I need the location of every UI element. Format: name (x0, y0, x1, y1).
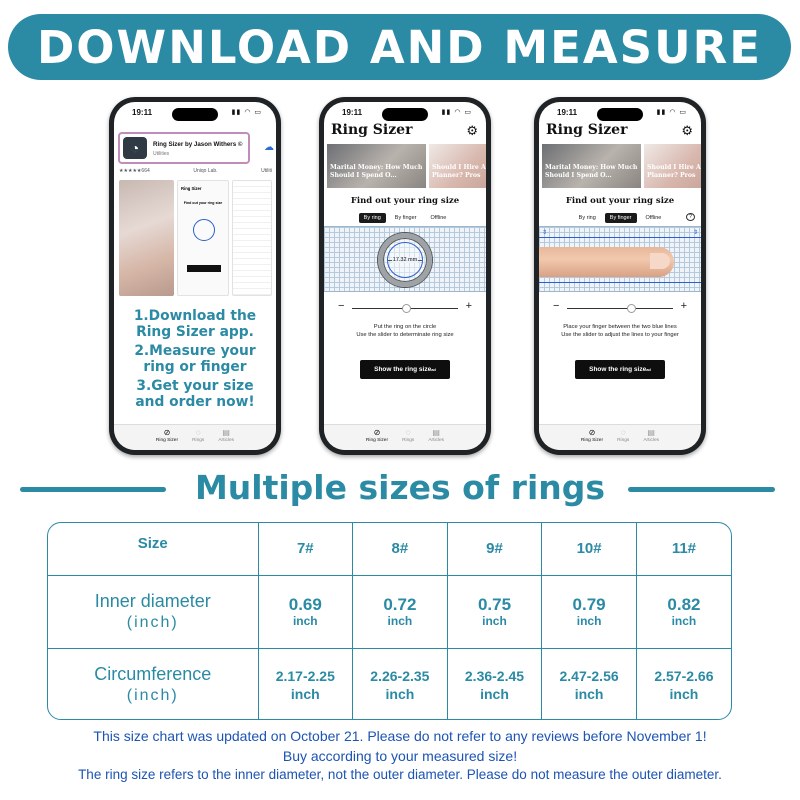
size-slider[interactable] (553, 300, 687, 313)
app-icon: ◔ (123, 137, 147, 159)
show-ring-size-button[interactable]: Show the ring size ad (575, 360, 665, 379)
finger-photo (539, 247, 674, 277)
tab-ring-sizer[interactable]: ⊘ Ring Sizer (365, 428, 389, 443)
footer-line-2: Buy according to your measured size! (282, 748, 518, 764)
ring-sizer-icon: ⊘ (588, 428, 596, 437)
tab-articles[interactable]: ▤ Articles (643, 428, 660, 443)
segment-by-ring[interactable]: By ring (359, 213, 386, 223)
circ-cell: 2.36-2.45 inch (447, 648, 542, 720)
article-card[interactable]: Should I Hire A Planner? Pros (429, 144, 486, 188)
tab-ring-sizer[interactable]: ⊘ Ring Sizer (580, 428, 604, 443)
size-cell: 10# (542, 523, 637, 575)
plus-icon[interactable]: + (680, 300, 687, 312)
preview-title: Ring Sizer (181, 186, 202, 191)
inner-cell: 0.69 inch (258, 575, 353, 648)
status-icons: ▮▮ ◠ ▭ (231, 109, 262, 116)
app-store-name: Ring Sizer by Jason Withers © (153, 141, 243, 148)
ring-sizer-icon: ⊘ (373, 428, 381, 437)
segment-by-finger[interactable]: By finger (605, 213, 637, 223)
footer-line-3: The ring size refers to the inner diameter, not the outer diameter. Please do not measure the outer diameter. (78, 767, 722, 782)
slider-track[interactable] (567, 308, 673, 309)
article-card[interactable]: Marital Money: How Much Should I Spend O... (327, 144, 426, 188)
app-store-meta (119, 168, 272, 174)
article-card[interactable]: Should I Hire A Planner? Pros (644, 144, 701, 188)
inner-diameter-label: Inner diameter (inch) (48, 575, 258, 648)
size-cell: 11# (636, 523, 731, 575)
dynamic-island (172, 108, 218, 121)
phone-app-store (109, 97, 281, 455)
table-row (48, 648, 731, 720)
ring-sizer-icon: ⊘ (163, 428, 171, 437)
circumference-label: Circumference (inch) (48, 648, 258, 720)
slider-thumb[interactable] (627, 304, 636, 313)
preview-button (187, 265, 221, 272)
ring-icon: ◌ (620, 428, 626, 437)
preview-find-title: Find out your ring size (183, 201, 223, 205)
rating-stars: ★★★★★664 (119, 168, 150, 174)
inner-cell: 0.72 inch (353, 575, 448, 648)
find-title: Find out your ring size (565, 196, 675, 206)
app-title: Ring Sizer (331, 122, 413, 138)
show-ring-size-button[interactable]: Show the ring size ad (360, 360, 450, 379)
tab-rings[interactable]: ◌ Rings (617, 428, 630, 443)
screenshot-hand-photo (119, 180, 174, 296)
segment-offline[interactable]: Offline (645, 215, 662, 221)
upper-blue-line[interactable] (539, 237, 701, 238)
size-slider[interactable] (338, 300, 472, 313)
tab-articles[interactable]: ▤ Articles (428, 428, 445, 443)
tab-ring-sizer[interactable]: ⊘ Ring Sizer (155, 428, 179, 443)
gear-icon[interactable]: ⚙ (681, 123, 693, 138)
segment-offline[interactable]: Offline (430, 215, 447, 221)
screenshot-size-table (232, 180, 272, 296)
circ-cell: 2.47-2.56 inch (542, 648, 637, 720)
table-row (48, 575, 731, 648)
articles-icon: ▤ (432, 428, 440, 437)
articles-icon: ▤ (647, 428, 655, 437)
phone-screen (114, 102, 276, 450)
size-table (47, 522, 732, 720)
measure-circle (387, 242, 423, 278)
dynamic-island (382, 108, 428, 121)
plus-icon[interactable]: + (465, 300, 472, 312)
divider-left (20, 487, 166, 492)
lower-blue-line[interactable] (539, 282, 701, 283)
status-time: 19:11 (342, 108, 363, 117)
arrow-up-icon: ⇕ (542, 230, 548, 236)
arrow-up-icon: ⇕ (692, 230, 698, 236)
slider-thumb[interactable] (402, 304, 411, 313)
preview-circle (193, 219, 215, 241)
tab-articles[interactable]: ▤ Articles (218, 428, 235, 443)
measure-readout: 17.32 mm (392, 257, 418, 263)
ring-photo (378, 233, 432, 287)
measure-grid (539, 226, 701, 292)
step-2b: ring or finger (143, 359, 247, 375)
size-cell: 8# (353, 523, 448, 575)
mode-segmented-control (324, 213, 486, 223)
step-1b: Ring Sizer app. (136, 324, 254, 340)
section-title: Multiple sizes of rings (194, 468, 606, 507)
steps-text (114, 308, 276, 413)
developer-name: Uniqo Lab. (193, 168, 218, 174)
status-time: 19:11 (132, 108, 153, 117)
inner-cell: 0.79 inch (542, 575, 637, 648)
step-3b: and order now! (135, 394, 255, 410)
table-row (48, 523, 731, 575)
tab-bar (539, 424, 701, 450)
ring-icon: ◌ (195, 428, 201, 437)
article-card[interactable]: Marital Money: How Much Should I Spend O... (542, 144, 641, 188)
status-icons: ▮▮ ◠ ▭ (441, 109, 472, 116)
dynamic-island (597, 108, 643, 121)
app-store-category: Utilities (153, 151, 170, 157)
minus-icon[interactable]: − (338, 300, 345, 312)
screenshot-app-preview (177, 180, 229, 296)
size-header: Size (48, 523, 258, 575)
category-rank: Utiliti (261, 168, 272, 174)
status-icons: ▮▮ ◠ ▭ (656, 109, 687, 116)
header-banner (8, 14, 791, 80)
instructions: Place your finger between the two blue lines Use the slider to adjust the lines to your finger (561, 324, 679, 338)
circ-cell: 2.26-2.35 inch (353, 648, 448, 720)
app-title: Ring Sizer (546, 122, 628, 138)
articles-icon: ▤ (222, 428, 230, 437)
app-store-card[interactable] (118, 132, 250, 164)
instructions: Put the ring on the circle Use the slider to determinate ring size (356, 324, 454, 338)
tab-rings[interactable]: ◌ Rings (402, 428, 415, 443)
inner-cell: 0.82 inch (636, 575, 731, 648)
step-3a: 3.Get your size (136, 378, 254, 394)
tab-bar (324, 424, 486, 450)
phone-by-finger (534, 97, 706, 455)
inner-cell: 0.75 inch (447, 575, 542, 648)
banner-title: DOWNLOAD AND MEASURE (36, 20, 763, 74)
tab-bar (114, 424, 276, 450)
find-title: Find out your ring size (350, 196, 460, 206)
step-1a: 1.Download the (133, 308, 257, 324)
circ-cell: 2.57-2.66 inch (636, 648, 731, 720)
cloud-download-icon[interactable]: ☁ (264, 142, 274, 153)
size-cell: 9# (447, 523, 542, 575)
size-cell: 7# (258, 523, 353, 575)
minus-icon[interactable]: − (553, 300, 560, 312)
phone-screen (324, 102, 486, 450)
gear-icon[interactable]: ⚙ (466, 123, 478, 138)
mode-segmented-control (539, 213, 701, 223)
phone-screen (539, 102, 701, 450)
segment-by-finger[interactable]: By finger (394, 215, 417, 221)
status-time: 19:11 (557, 108, 578, 117)
segment-by-ring[interactable]: By ring (578, 215, 596, 221)
tab-rings[interactable]: ◌ Rings (192, 428, 205, 443)
circ-cell: 2.17-2.25 inch (258, 648, 353, 720)
step-2a: 2.Measure your (134, 343, 256, 359)
divider-right (628, 487, 775, 492)
measure-grid (324, 226, 486, 292)
ring-icon: ◌ (405, 428, 411, 437)
help-icon[interactable]: ? (686, 213, 695, 221)
phone-by-ring (319, 97, 491, 455)
footer-line-1: This size chart was updated on October 21. Please do not refer to any reviews before November 1! (93, 728, 707, 744)
